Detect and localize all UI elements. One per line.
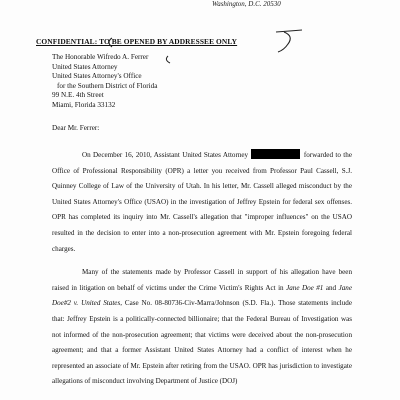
- confidential-label: CONFIDENTIAL: TO BE OPENED BY ADDRESSEE ONLY: [36, 37, 238, 46]
- address-line: Miami, Florida 33132: [52, 100, 116, 109]
- address-line: 99 N.E. 4th Street: [52, 91, 104, 99]
- body-paragraph-1: [52, 148, 352, 257]
- body-paragraph-2: [52, 265, 352, 390]
- letter-body: [52, 148, 352, 390]
- address-line: for the Southern District of Florida: [57, 81, 158, 90]
- address-line: The Honorable Wifredo A. Ferrer: [52, 53, 149, 61]
- salutation: Dear Mr. Ferrer:: [52, 124, 100, 132]
- address-line: United States Attorney: [52, 62, 118, 71]
- body-text-segment: forwarded to the Office of Professional Responsibility (OPR) a letter you received from Professor Paul Cassell, S.J. Quinney College of Law of the University of Utah. In his letter, Mr. Cassell alleged misconduct by the United States Attorney's Office (USAO) in the investigation of Jeffrey Epstein for federal sex offenses. OPR has completed its inquiry into Mr. Cassell's allegation that "improper influences" on the USAO resulted in the decision to enter into a non-prosecution agreement with Mr. Epstein foregoing federal charges.: [52, 151, 352, 253]
- body-text-segment: On December 16, 2010, Assistant United States Attorney: [82, 151, 249, 159]
- address-line: United States Attorney's Office: [52, 72, 142, 80]
- body-text-segment: , Case No. 08-80736-Civ-Marra/Johnson (S.D. Fla.). Those statements include that: Jeffrey Epstein is a politically-connected billionaire; that the Federal Bureau of Investigation was not informed of the non-prosecution agreement; that victims were deceived about the non-prosecution agreement; and that a former Assistant United States Attorney had a conflict of interest when he represented an associate of Mr. Epstein after retiring from the USAO. OPR has jurisdiction to investigate allegations of misconduct involving Department of Justice (DOJ): [52, 299, 352, 386]
- case-name: Jane Doe#2 v. United States: [52, 283, 352, 308]
- body-text-segment: and: [325, 283, 337, 292]
- case-name: Jane Doe #1: [286, 283, 324, 292]
- handwritten-bracket-mark: [108, 26, 303, 54]
- recipient-address: [52, 53, 157, 110]
- redaction-box: [251, 149, 300, 159]
- letterhead-location: Washington, D.C. 20530: [212, 0, 281, 8]
- body-text-segment: Many of the statements made by Professor Cassell in support of his allegation have been raised in litigation on behalf of victims under the Crime Victim's Rights Act in: [52, 268, 352, 292]
